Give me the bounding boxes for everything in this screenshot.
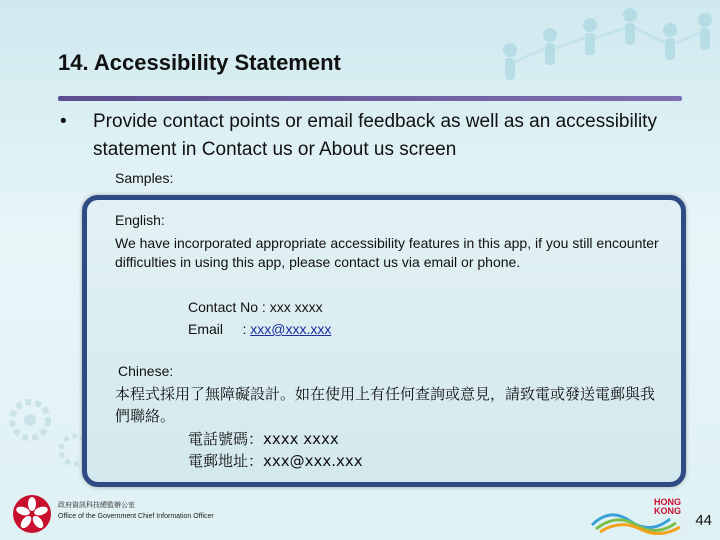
- brand-hong-kong-logo-icon: [590, 495, 690, 535]
- samples-label: Samples:: [115, 170, 174, 186]
- english-body: We have incorporated appropriate accessibility features in this app, if you still encounter difficulties in using this app, please contact us via email or phone.: [115, 235, 659, 270]
- title-divider: [58, 96, 682, 101]
- english-heading: English:: [115, 212, 165, 228]
- page-number: 44: [695, 512, 712, 529]
- bullet-marker: •: [60, 111, 67, 132]
- page-title: 14. Accessibility Statement: [58, 50, 341, 75]
- chinese-phone-line: 電話號碼：xxxx xxxx: [188, 430, 339, 448]
- footer-org-english: Office of the Government Chief Information Officer: [58, 513, 214, 520]
- people-chain-decoration: [480, 0, 720, 120]
- email-label: Email :: [188, 321, 251, 337]
- chinese-heading: Chinese:: [118, 363, 174, 379]
- chinese-email-line: 電郵地址：xxx@xxx.xxx: [188, 452, 363, 470]
- contact-number-line: Contact No : xxx xxxx: [188, 299, 323, 315]
- brand-line-1: HONG: [654, 497, 681, 507]
- bullet-point: [58, 108, 658, 164]
- email-link[interactable]: xxx@xxx.xxx: [250, 321, 332, 337]
- email-line: [188, 320, 331, 339]
- bauhinia-logo-icon: [12, 494, 52, 534]
- chinese-body: 本程式採用了無障礙設計。如在使用上有任何查詢或意見，請致電或發送電郵與我們聯絡。: [115, 385, 656, 425]
- footer-org-chinese: 政府資訊科技總監辦公室: [58, 502, 135, 509]
- brand-line-2: KONG: [654, 506, 681, 516]
- footer-organization: [58, 500, 214, 522]
- bullet-text: Provide contact points or email feedback as well as an accessibility statement in Contact us or About us screen: [93, 111, 657, 160]
